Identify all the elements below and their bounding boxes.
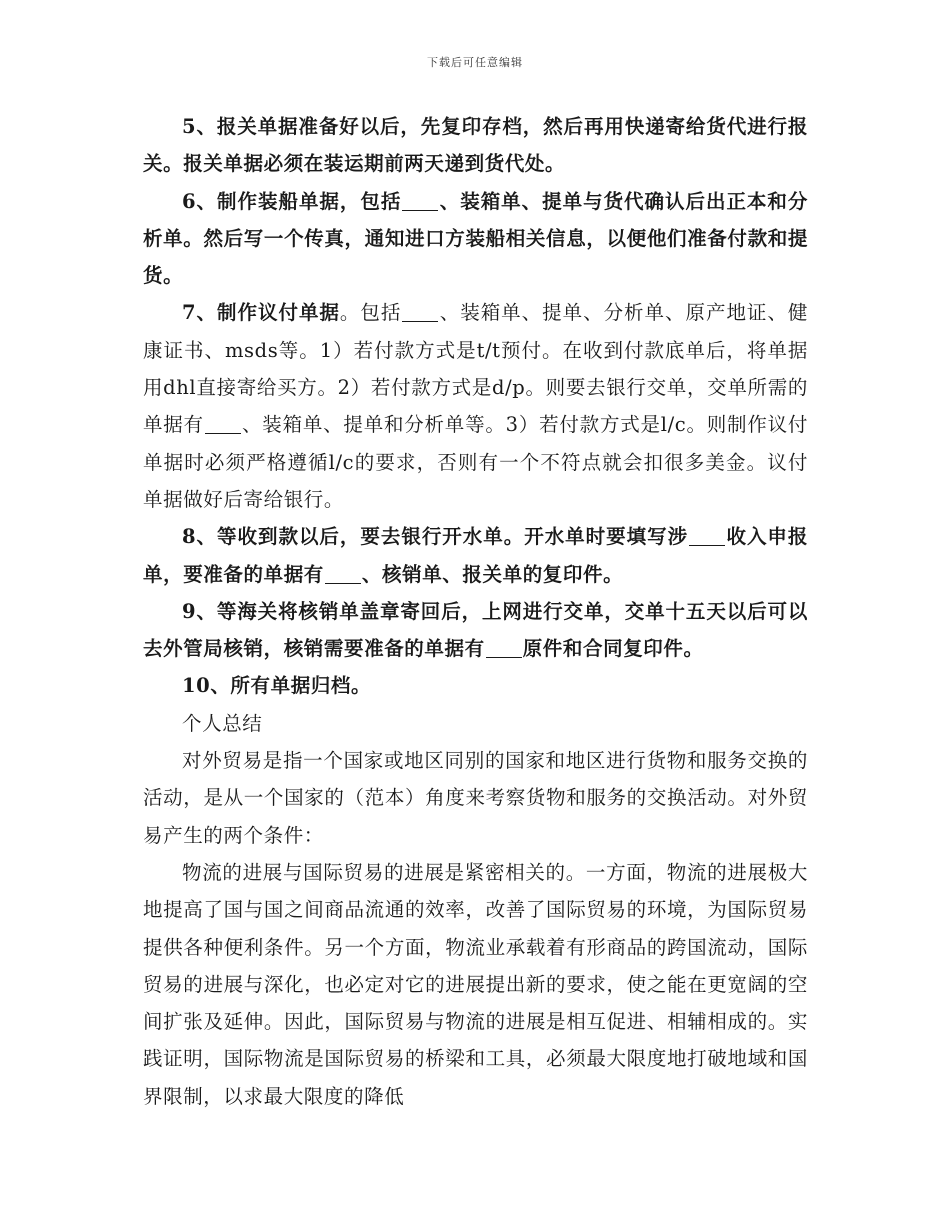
fill-blank bbox=[689, 526, 725, 547]
fill-blank bbox=[402, 190, 438, 211]
section-heading-text: 个人总结 bbox=[182, 711, 263, 735]
fill-blank bbox=[205, 414, 241, 435]
step-8-part-2: 收入申报单，要准备的单据有 bbox=[143, 525, 808, 586]
paragraph-step-8 bbox=[143, 518, 808, 593]
paragraph-step-7 bbox=[143, 294, 808, 518]
paragraph-text: 对外贸易是指一个国家或地区同别的国家和地区进行货物和服务交换的活动，是从一个国家的（范本）角度来考察货物和服务的交换活动。对外贸易产生的两个条件： bbox=[143, 749, 808, 847]
step-6-rest: 、装箱单、提单与货代确认后出正本和分析单。然后写一个传真，通知进口方装船相关信息，以便他们准备付款和提货。 bbox=[143, 189, 808, 288]
fill-blank bbox=[486, 638, 522, 659]
step-8-part-3: 、核销单、报关单的复印件。 bbox=[361, 562, 624, 586]
paragraph-logistics-trade bbox=[143, 854, 808, 1115]
paragraph-step-6 bbox=[143, 183, 808, 295]
paragraph-text: 物流的进展与国际贸易的进展是紧密相关的。一方面，物流的进展极大地提高了国与国之间商品流通的效率，改善了国际贸易的环境，为国际贸易提供各种便利条件。另一个方面，物流业承载着有形商品的跨国流动，国际贸易的进展与深化，也必定对它的进展提出新的要求，使之能在更宽阔的空间扩张及延伸。因此，国际贸易与物流的进展是相互促进、相辅相成的。实践证明，国际物流是国际贸易的桥梁和工具，必须最大限度地打破地域和国界限制，以求最大限度的降低 bbox=[143, 860, 808, 1108]
step-5-text: 5、报关单据准备好以后，先复印存档，然后再用快递寄给货代进行报关。报关单据必须在装运期前两天递到货代处。 bbox=[143, 115, 808, 176]
paragraph-step-9 bbox=[143, 593, 808, 668]
step-9-part-2: 原件和合同复印件。 bbox=[522, 637, 704, 661]
fill-blank bbox=[402, 302, 438, 323]
step-10-text: 10、所有单据归档。 bbox=[182, 674, 372, 698]
paragraph-foreign-trade-definition bbox=[143, 742, 808, 854]
page-header: 下载后可任意编辑 bbox=[427, 56, 523, 69]
step-7-part-1: 。包括 bbox=[339, 301, 402, 325]
step-8-part-1: 8、等收到款以后，要去银行开水单。开水单时要填写涉 bbox=[182, 525, 689, 549]
step-7-part-2: 、装箱单、提单、分析单、原产地证、健康证书、msds等。1）若付款方式是t/t预付。在收到付款底单后，将单据用dhl直接寄给买方。2）若付款方式是d/p。则要去银行交单，交单所需的单据有 bbox=[143, 301, 808, 437]
step-6-lead: 6、制作装船单据，包括 bbox=[182, 189, 402, 213]
fill-blank bbox=[325, 563, 361, 584]
step-7-lead: 7、制作议付单据 bbox=[182, 301, 340, 325]
paragraph-step-10 bbox=[143, 667, 808, 704]
step-9-part-1: 9、等海关将核销单盖章寄回后，上网进行交单，交单十五天以后可以去外管局核销，核销需要准备的单据有 bbox=[143, 599, 808, 661]
section-heading-personal-summary bbox=[143, 705, 808, 742]
paragraph-step-5 bbox=[143, 108, 808, 183]
document-body bbox=[143, 108, 808, 1115]
step-7-part-3: 、装箱单、提单和分析单等。3）若付款方式是l/c。则制作议付单据时必须严格遵循l/c的要求，否则有一个不符点就会扣很多美金。议付单据做好后寄给银行。 bbox=[143, 413, 808, 511]
